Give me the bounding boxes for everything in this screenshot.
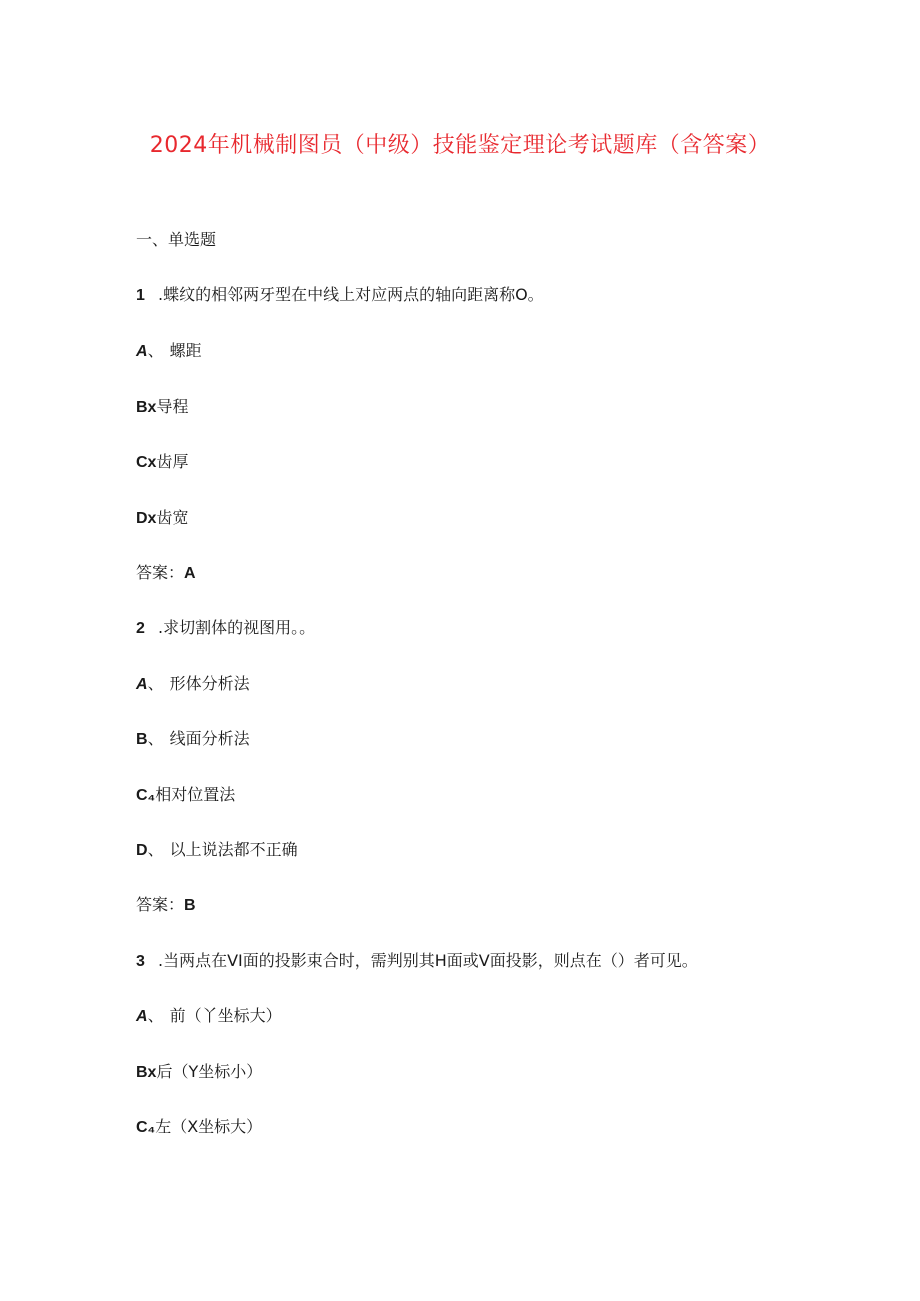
option-2c xyxy=(136,785,235,806)
option-separator: 、 xyxy=(147,341,164,360)
option-text: 形体分析法 xyxy=(169,674,250,693)
question-text: .当两点在VI面的投影束合时，需判别其H面或V面投影，则点在（）者可见。 xyxy=(158,951,698,970)
option-text: 后（Y坐标小） xyxy=(156,1062,263,1081)
option-2d xyxy=(136,840,298,861)
document-title: 2024年机械制图员（中级）技能鉴定理论考试题库（含答案） xyxy=(149,133,771,158)
question-number: 3 xyxy=(136,953,145,970)
question-text: .蝶纹的相邻两牙型在中线上对应两点的轴向距离称O。 xyxy=(158,285,544,304)
option-key: Bx xyxy=(136,399,157,416)
answer-value: A xyxy=(184,565,196,582)
option-key: A xyxy=(136,1008,148,1025)
question-3 xyxy=(136,951,698,972)
option-key: Cx xyxy=(136,454,157,471)
option-text: 相对位置法 xyxy=(155,785,236,804)
option-key: D xyxy=(136,842,148,859)
option-1c xyxy=(136,452,188,473)
option-3a xyxy=(136,1006,282,1027)
option-separator: 、 xyxy=(147,1006,164,1025)
option-1b xyxy=(136,397,188,418)
question-text: .求切割体的视图用。。 xyxy=(158,618,316,637)
answer-value: B xyxy=(184,897,196,914)
option-3c xyxy=(136,1117,262,1138)
section-heading: 一、单选题 xyxy=(136,230,217,249)
option-3b xyxy=(136,1062,262,1083)
option-1d xyxy=(136,508,188,529)
question-number: 2 xyxy=(136,620,145,637)
answer-label: 答案： xyxy=(136,563,185,582)
option-key: C₄ xyxy=(136,787,156,804)
option-text: 齿厚 xyxy=(156,452,189,471)
question-number: 1 xyxy=(136,287,145,304)
option-2b xyxy=(136,729,250,750)
option-1a xyxy=(136,341,202,362)
answer-2 xyxy=(136,895,196,916)
option-separator: 、 xyxy=(147,674,164,693)
question-1 xyxy=(136,285,544,306)
option-key: B xyxy=(136,731,148,748)
answer-1 xyxy=(136,563,196,584)
option-separator: 、 xyxy=(147,729,164,748)
option-separator: 、 xyxy=(147,840,164,859)
option-key: Bx xyxy=(136,1064,157,1081)
option-text: 以上说法都不正确 xyxy=(169,840,298,859)
option-text: 线面分析法 xyxy=(169,729,250,748)
option-text: 螺距 xyxy=(169,341,202,360)
option-key: A xyxy=(136,343,148,360)
answer-label: 答案： xyxy=(136,895,185,914)
option-text: 左（X坐标大） xyxy=(155,1117,263,1136)
option-text: 导程 xyxy=(156,397,189,416)
option-text: 齿宽 xyxy=(156,508,189,527)
option-key: Dx xyxy=(136,510,157,527)
option-key: A xyxy=(136,676,148,693)
option-text: 前（丫坐标大） xyxy=(169,1006,282,1025)
option-key: C₄ xyxy=(136,1119,156,1136)
question-2 xyxy=(136,618,315,639)
option-2a xyxy=(136,674,250,695)
